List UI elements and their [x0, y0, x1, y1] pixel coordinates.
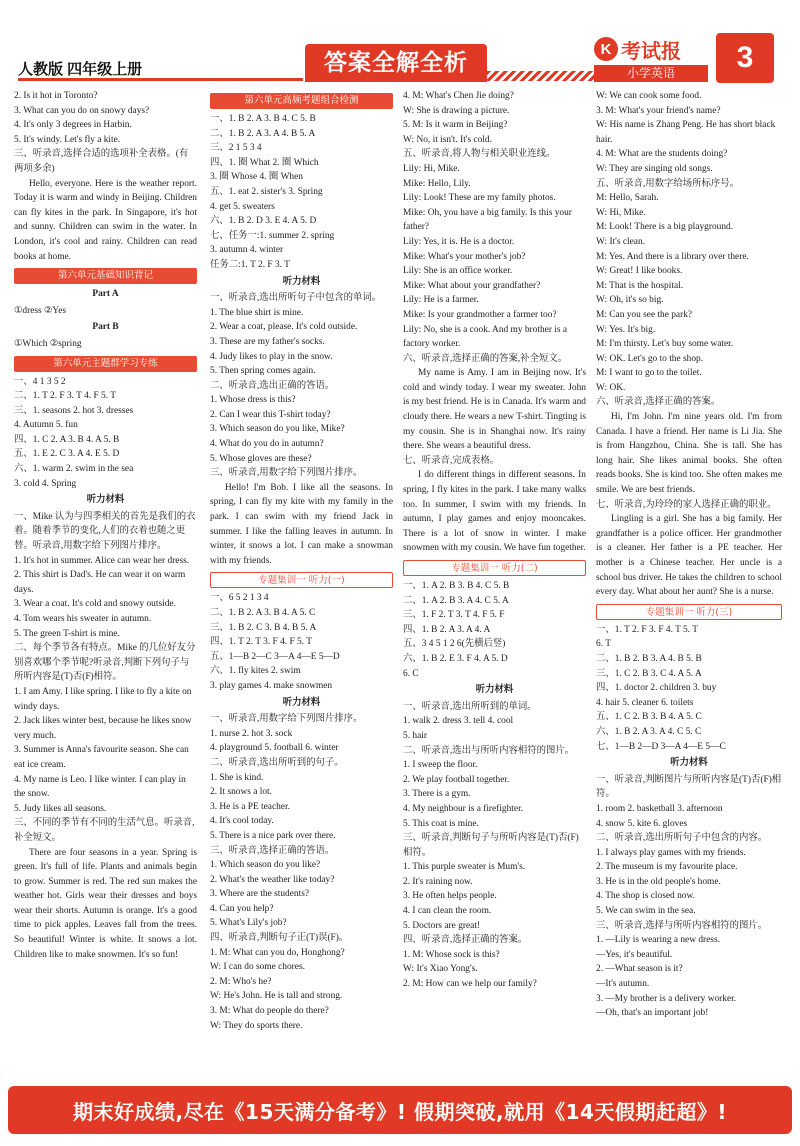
answer-line: 六、1. fly kites 2. swim: [210, 666, 301, 677]
passage: I do different things in different seasons. In spring, I fly kites in the park. I take many walks too. In summer, I swim with my friends. In autumn, I play games and enjoy mooncakes. There is a lot of snow in winter. I make snowmen with my cousin. We have fun together.: [403, 470, 586, 554]
answer-line: Mike: What's your mother's job?: [403, 251, 526, 262]
passage: My name is Amy. I am in Beijing now. It's cold and windy today. I wear my sweater. John is my best friend. He is in Canada. It's warm and cloudy there. He wears a new T-shirt. Tingting is my cousin. She is in Shanghai now. It's rainy there. She wears a beautiful dress.: [403, 368, 586, 452]
column-1: [14, 89, 197, 1079]
answer-line: 四、1. C 2. A 3. B 4. A 5. B: [14, 434, 120, 445]
answer-line: 5. Doctors are great!: [403, 920, 481, 931]
passage: There are four seasons in a year. Spring is green. It's full of life. Plants and animals begin to grow. Summer is red. The red sun makes the weather hot. Girls wear their dresses and boys wear their shorts. Autumn is orange. It's a good time to pick apples. Leaves fall from the trees. So beautiful! Winter is white. It snows a lot. Children like to make snowmen. It's so fun!: [14, 847, 197, 960]
answer-line: 3. Summer is Anna's favourite season. She can eat ice cream.: [14, 745, 189, 770]
answer-line: 1. The blue shirt is mine.: [210, 307, 304, 318]
answer-line: 2. Is it hot in Toronto?: [14, 91, 98, 101]
answer-line: 七、1—B 2—D 3—A 4—E 5—C: [596, 741, 726, 752]
section-heading: 专题集训一 听力(三): [596, 604, 782, 620]
answer-line: Mike: Oh, you have a big family. Is this your father?: [403, 207, 572, 233]
answer-line: 2. It snows a lot.: [210, 787, 272, 798]
answer-line: 6. C: [403, 668, 419, 679]
answer-line: 1. M: Whose sock is this?: [403, 949, 500, 960]
logo-icon: K: [594, 37, 618, 61]
answer-line: 一、6 5 2 1 3 4: [210, 593, 269, 604]
answer-line: 三、听录音,用数字给下列图片排序。: [210, 468, 363, 479]
answer-line: 2. —What season is it?: [596, 964, 683, 975]
answer-line: M: Yes. And there is a library over there.: [596, 251, 749, 262]
answer-line: ①dress ②Yes: [14, 305, 67, 316]
answer-line: 一、听录音,选出所听到的单词。: [403, 701, 537, 712]
answer-line: 七、任务一:1. summer 2. spring: [210, 230, 335, 241]
page-header: [0, 0, 800, 84]
answer-line: Mike: Hello, Lily.: [403, 178, 471, 189]
answer-line: 4. It's cool today.: [210, 816, 274, 827]
answer-line: 4. What do you do in autumn?: [210, 439, 324, 450]
answer-line: —Oh, that's an important job!: [596, 1008, 709, 1019]
answer-line: 1. Whose dress is this?: [210, 395, 296, 406]
answer-line: 五、听录音,用数字给场所标序号。: [596, 178, 739, 189]
section-heading: 第六单元高频考题组合检测: [210, 93, 393, 109]
logo-text: 考试报: [621, 38, 681, 63]
answer-line: 二、听录音,选出正确的答语。: [210, 380, 335, 391]
answer-line: 2. Jack likes winter best, because he likes snow very much.: [14, 716, 192, 741]
column-4: [596, 89, 782, 1079]
answer-line: 一、1. A 2. B 3. B 4. C 5. B: [403, 581, 510, 591]
answer-line: 1. This purple sweater is Mum's.: [403, 862, 526, 873]
answer-line: 1. Which season do you like?: [210, 860, 321, 871]
column-3: [403, 89, 586, 1079]
answer-line: 二、1. T 2. F 3. T 4. F 5. T: [14, 391, 116, 402]
answer-line: W: It's clean.: [596, 236, 645, 247]
subheading: 听力材料: [475, 685, 514, 696]
answer-line: 四、听录音,判断句子正(T)误(F)。: [210, 933, 349, 944]
answer-line: 一、听录音,判断图片与所听内容是(T)否(F)相符。: [596, 774, 782, 800]
answer-line: 六、听录音,选择正确的答案,补全短文。: [403, 353, 568, 364]
answer-line: 2. M: How can we help our family?: [403, 979, 537, 990]
answer-line: 1. I sweep the floor.: [403, 760, 478, 771]
answer-line: 4. playground 5. football 6. winter: [210, 743, 339, 754]
answer-line: 5. The green T-shirt is mine.: [14, 628, 120, 639]
answer-line: W: It's Xiao Yong's.: [403, 964, 478, 975]
answer-line: 三、听录音,选择合适的选项补全表格。(有两项多余): [14, 149, 189, 174]
answer-line: 一、听录音,选出所听句子中包含的单词。: [210, 293, 382, 304]
passage: Hello, everyone. Here is the weather report. Today it is warm and windy in Beijing. Children can fly kites in the park. In Singapore, it's hot and sunny. Children can swim in the water. In London, it's cool and rainy. Children can read books at home.: [14, 178, 197, 262]
subheading: 听力材料: [86, 495, 125, 506]
answer-line: —Yes, it's beautiful.: [596, 949, 673, 960]
answer-line: Mike: Is your grandmother a farmer too?: [403, 309, 557, 320]
answer-line: W: Great! I like books.: [596, 266, 683, 277]
answer-line: W: No, it isn't. It's cold.: [403, 134, 492, 145]
answer-line: 四、1. 圈 What 2. 圈 Which: [210, 157, 319, 168]
answer-line: 4. M: What are the students doing?: [596, 149, 728, 160]
answer-line: 5. We can swim in the sea.: [596, 906, 696, 917]
answer-line: 3. There is a gym.: [403, 789, 471, 800]
answer-line: 二、听录音,选出所听句子中包含的内容。: [596, 833, 768, 844]
answer-line: 五、1—B 2—C 3—A 4—E 5—D: [210, 651, 340, 662]
footer-banner: 期末好成绩,尽在《15天满分备考》! 假期突破,就用《14天假期赶超》!: [8, 1086, 792, 1134]
answer-line: 1. —Lily is wearing a new dress.: [596, 935, 720, 946]
answer-line: 3. What can you do on snowy days?: [14, 105, 150, 116]
answer-line: W: She is drawing a picture.: [403, 105, 510, 116]
section-heading: 专题集训一 听力(二): [403, 560, 586, 576]
answer-line: 1. I am Amy. I like spring. I like to fly a kite on windy days.: [14, 686, 192, 712]
answer-line: 3. He is in the old people's home.: [596, 876, 721, 887]
answer-line: 3. —My brother is a delivery worker.: [596, 993, 737, 1004]
answer-line: Lily: She is an office worker.: [403, 266, 513, 277]
answer-line: W: We can cook some food.: [596, 91, 702, 101]
answer-line: 5. Whose gloves are these?: [210, 453, 312, 464]
answer-line: —It's autumn.: [596, 979, 650, 990]
answer-line: 3. He often helps people.: [403, 891, 497, 902]
answer-line: 5. There is a nice park over there.: [210, 830, 336, 841]
answer-line: 1. It's hot in summer. Alice can wear her dress.: [14, 555, 190, 566]
column-2: [210, 89, 393, 1079]
answer-line: 1. nurse 2. hot 3. sock: [210, 728, 293, 739]
answer-line: 二、1. B 2. A 3. A 4. B 5. A: [210, 128, 316, 139]
answer-line: 2. We play football together.: [403, 774, 510, 785]
answer-line: 七、听录音,为玲玲的家人选择正确的职业。: [596, 499, 777, 510]
answer-line: 二、1. B 2. A 3. B 4. A 5. C: [210, 608, 316, 618]
answer-line: 4. get 5. sweaters: [210, 201, 275, 212]
answer-line: 六、1. warm 2. swim in the sea: [14, 464, 134, 475]
answer-line: 1. walk 2. dress 3. tell 4. cool: [403, 716, 514, 727]
answer-line: W: He's John. He is tall and strong.: [210, 991, 343, 1002]
answer-line: 三、听录音,选择正确的答语。: [210, 845, 335, 856]
answer-line: 三、1. B 2. C 3. B 4. B 5. A: [210, 622, 317, 633]
answer-line: 三、1. F 2. T 3. T 4. F 5. F: [403, 610, 505, 621]
answer-line: 二、1. B 2. B 3. A 4. B 5. B: [596, 653, 702, 664]
answer-line: 3. 圈 Whose 4. 圈 When: [210, 172, 303, 183]
answer-line: 3. Which season do you like, Mike?: [210, 424, 345, 435]
answer-line: 5. Judy likes all seasons.: [14, 803, 107, 814]
section-heading: 专题集训一 听力(一): [210, 572, 393, 588]
edition-label: 人教版 四年级上册: [18, 61, 143, 78]
answer-line: 5. hair: [403, 730, 427, 741]
answer-line: 3. play games 4. make snowmen: [210, 680, 333, 691]
answer-line: W: They do sports there.: [210, 1020, 303, 1031]
subject-label: 小学英语: [594, 65, 708, 82]
answer-line: 1. I always play games with my friends.: [596, 847, 746, 858]
answer-line: 3. He is a PE teacher.: [210, 801, 290, 812]
answer-line: 3. M: What's your friend's name?: [596, 105, 721, 116]
answer-line: Lily: Hi, Mike.: [403, 163, 460, 174]
answer-line: 二、1. A 2. B 3. A 4. C 5. A: [403, 595, 509, 606]
subheading: 听力材料: [282, 276, 321, 287]
answer-line: 2. Can I wear this T-shirt today?: [210, 409, 331, 420]
answer-line: 三、2 1 5 3 4: [210, 143, 262, 154]
answer-line: 4. Tom wears his sweater in autumn.: [14, 614, 152, 624]
answer-line: 三、听录音,选择与所听内容相符的图片。: [596, 920, 768, 931]
answer-line: M: Hello, Sarah.: [596, 193, 659, 204]
passage: Hello! I'm Bob. I like all the seasons. In spring, I can fly my kite with my family in the park. I can swim with my friend Jack in summer. I like the falling leaves in autumn. In winter, it snows a lot. I can make a snowman with my friends.: [210, 482, 393, 566]
subheading: Part A: [92, 289, 119, 300]
answer-line: Lily: Yes, it is. He is a doctor.: [403, 236, 515, 247]
answer-line: 5. M: Is it warm in Beijing?: [403, 120, 508, 131]
answer-line: 六、1. B 2. E 3. F 4. A 5. D: [403, 653, 508, 664]
answer-line: 六、1. B 2. D 3. E 4. A 5. D: [210, 216, 317, 227]
section-heading: 第六单元主题群学习专练: [14, 356, 197, 372]
answer-line: W: His name is Zhang Peng. He has short black hair.: [596, 120, 776, 145]
answer-line: 2. It's raining now.: [403, 876, 473, 887]
subheading: Part B: [92, 322, 119, 333]
answer-line: 4. It's only 3 degrees in Harbin.: [14, 120, 132, 131]
answer-line: 4. snow 5. kite 6. gloves: [596, 818, 688, 829]
passage: Lingling is a girl. She has a big family. Her grandfather is a police officer. Her grandmother is a cleaner. Her father is a PE teacher. Her mother is a Chinese teacher. Her uncle is a school bus driver. He takes the children to school every day. What about her aunt? She is a nurse.: [596, 514, 782, 598]
answer-line: 3. M: What do people do there?: [210, 1006, 329, 1017]
brand-logo: [594, 33, 708, 65]
answer-line: 四、1. doctor 2. children 3. buy: [596, 683, 717, 694]
answer-line: 2. The museum is my favourite place.: [596, 862, 738, 873]
answer-line: 4. M: What's Chen Jie doing?: [403, 91, 514, 101]
answer-line: 2. What's the weather like today?: [210, 874, 335, 885]
answer-line: 5. This coat is mine.: [403, 818, 479, 829]
answer-line: 4. Judy likes to play in the snow.: [210, 351, 333, 362]
answer-line: 4. Can you help?: [210, 903, 274, 914]
answer-line: 4. The shop is closed now.: [596, 891, 695, 902]
answer-line: 4. My name is Leo. I like winter. I can play in the snow.: [14, 774, 186, 800]
answer-line: 五、听录音,将人物与相关职业连线。: [403, 149, 556, 160]
answer-line: 五、1. eat 2. sister's 3. Spring: [210, 186, 323, 197]
answer-line: 四、1. B 2. A 3. A 4. A: [403, 624, 491, 635]
answer-line: 4. I can clean the room.: [403, 906, 492, 917]
answer-line: 1. room 2. basketball 3. afternoon: [596, 803, 723, 814]
passage: Hi, I'm John. I'm nine years old. I'm from Canada. I have a friend. Her name is Li Jia. She is from Hangzhou, China. She is tall. She has long hair. She likes animal books. She often reads books. She is kind too. She often makes me smile. We are best friends.: [596, 412, 782, 496]
answer-line: 三、不同的季节有不同的生活气息。听录音,补全短文。: [14, 818, 195, 843]
answer-line: 一、4 1 3 5 2: [14, 376, 66, 387]
answer-line: 三、1. seasons 2. hot 3. dresses: [14, 405, 134, 416]
answer-line: 4. Autumn 5. fun: [14, 420, 78, 431]
header-rule: [18, 78, 303, 81]
answer-line: 一、Mike 认为与四季相关的首先是我们的衣着。随着季节的变化,人们的衣着也随之更替。听录音,用数字给下列图片排序。: [14, 511, 196, 552]
answer-line: M: I want to go to the toilet.: [596, 368, 702, 379]
answer-line: 六、1. B 2. A 3. A 4. C 5. C: [596, 726, 702, 737]
answer-line: Lily: No, she is a cook. And my brother is a factory worker.: [403, 324, 568, 350]
answer-line: W: OK. Let's go to the shop.: [596, 353, 704, 364]
answer-line: 五、1. E 2. C 3. A 4. E 5. D: [14, 449, 120, 460]
answer-line: 3. These are my father's socks.: [210, 336, 325, 347]
answer-line: M: I'm thirsty. Let's buy some water.: [596, 339, 734, 350]
answer-line: 6. T: [596, 639, 611, 650]
answer-line: 三、听录音,判断句子与所听内容是(T)否(F)相符。: [403, 833, 579, 858]
answer-line: 4. My neighbour is a firefighter.: [403, 803, 524, 814]
answer-line: M: Look! There is a big playground.: [596, 222, 734, 233]
answer-line: Lily: He is a farmer.: [403, 295, 479, 306]
answer-line: 2. M: Who's he?: [210, 976, 272, 987]
answer-line: 3. autumn 4. winter: [210, 245, 284, 256]
answer-line: 一、1. T 2. F 3. F 4. T 5. T: [596, 624, 698, 635]
header-banner: 答案全解全析: [305, 44, 487, 82]
answer-line: 5. Then spring comes again.: [210, 366, 316, 377]
answer-line: 四、听录音,选择正确的答案。: [403, 935, 528, 946]
answer-line: 二、听录音,选出与所听内容相符的图片。: [403, 745, 575, 756]
answer-line: 任务二:1. T 2. F 3. T: [210, 259, 290, 270]
subheading: 听力材料: [670, 758, 708, 769]
answer-line: 1. M: What can you do, Honghong?: [210, 947, 345, 958]
answer-line: Mike: What about your grandfather?: [403, 280, 541, 291]
answer-line: 2. Wear a coat, please. It's cold outside.: [210, 322, 358, 333]
answer-line: 二、听录音,选出所听到的句子。: [210, 757, 344, 768]
answer-line: M: Can you see the park?: [596, 309, 693, 320]
subheading: 听力材料: [282, 697, 321, 708]
answer-line: 四、1. T 2. T 3. F 4. F 5. T: [210, 637, 312, 648]
answer-line: ①Which ②spring: [14, 338, 82, 349]
answer-line: W: OK.: [596, 382, 626, 393]
page-number: 3: [716, 33, 774, 83]
answer-line: W: They are singing old songs.: [596, 163, 713, 174]
answer-line: 2. This shirt is Dad's. He can wear it on warm days.: [14, 570, 186, 595]
answer-line: Lily: Look! These are my family photos.: [403, 193, 556, 204]
header-stripe: [487, 71, 607, 81]
answer-line: W: Yes. It's big.: [596, 324, 656, 335]
answer-line: 五、1. C 2. B 3. B 4. A 5. C: [596, 712, 702, 723]
answer-line: 三、1. C 2. B 3. C 4. A 5. A: [596, 668, 702, 679]
answer-line: 二、每个季节各有特点。Mike 的几位好友分别喜欢哪个季节呢?听录音,判断下列句子与所听内容是(T)否(F)相符。: [14, 643, 196, 683]
answer-line: 一、1. B 2. A 3. B 4. C 5. B: [210, 114, 316, 124]
answer-line: 七、听录音,完成表格。: [403, 455, 500, 466]
answer-line: 五、3 4 5 1 2 6(先横后竖): [403, 639, 506, 650]
section-heading: 第六单元基础知识背记: [14, 268, 197, 284]
answer-line: W: I can do some chores.: [210, 962, 305, 973]
answer-line: 1. She is kind.: [210, 772, 264, 783]
answer-line: M: That is the hospital.: [596, 280, 684, 291]
answer-line: 六、听录音,选择正确的答案。: [596, 397, 721, 408]
answer-line: 一、听录音,用数字给下列图片排序。: [210, 714, 363, 725]
answer-line: 4. hair 5. cleaner 6. toilets: [596, 697, 694, 708]
answer-line: W: Oh, it's so big.: [596, 295, 664, 306]
answer-line: 5. It's windy. Let's fly a kite.: [14, 134, 121, 145]
answer-line: 5. What's Lily's job?: [210, 918, 287, 929]
answer-line: 3. Where are the students?: [210, 889, 310, 900]
answer-line: W: Hi, Mike.: [596, 207, 646, 218]
answer-line: 3. cold 4. Spring: [14, 478, 77, 489]
answer-line: 3. Wear a coat. It's cold and snowy outside.: [14, 599, 176, 610]
